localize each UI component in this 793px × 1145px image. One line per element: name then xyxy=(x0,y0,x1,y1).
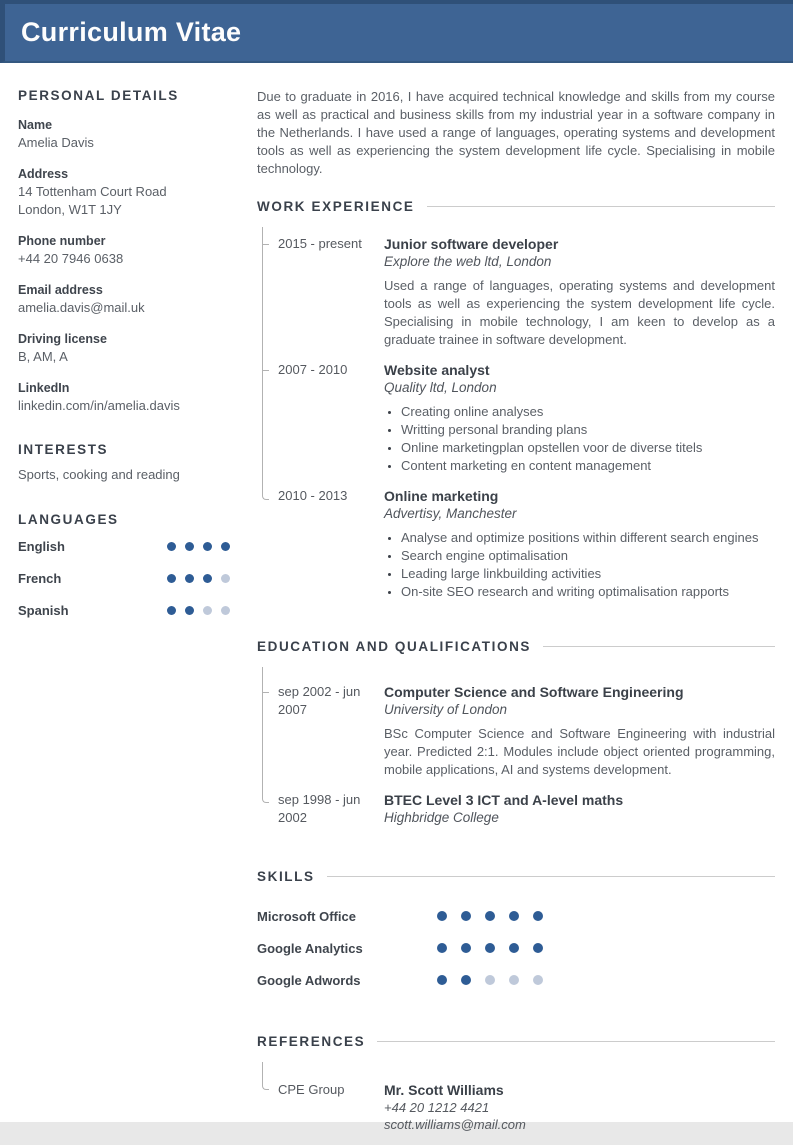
timeline-tick xyxy=(262,370,269,371)
heading-rule xyxy=(327,876,775,877)
job-company: Quality ltd, London xyxy=(384,380,497,395)
field-email xyxy=(18,281,230,317)
main-column xyxy=(257,88,775,1145)
level-dot xyxy=(167,574,176,583)
heading-rule xyxy=(377,1041,775,1042)
job-bullet: • Leading large linkbuilding activities xyxy=(401,565,775,583)
language-level-dots xyxy=(158,542,230,551)
reference-group: CPE Group xyxy=(278,1082,345,1097)
field-linkedin xyxy=(18,379,230,415)
interests-section xyxy=(18,442,230,484)
references-section xyxy=(257,1034,775,1145)
level-dot xyxy=(437,943,447,953)
entry-period: 2010 - 2013 xyxy=(278,488,348,503)
level-dot xyxy=(221,574,230,583)
language-row xyxy=(18,598,230,623)
field-phone xyxy=(18,232,230,268)
education-entry xyxy=(262,667,775,791)
degree-description: BSc Computer Science and Software Engineering with industrial year. Predicted 2:1. Modules include object oriented programming, mobile applications, AI and systems development. xyxy=(384,726,775,777)
skill-level-dots xyxy=(437,975,557,985)
skill-name: Microsoft Office xyxy=(257,908,356,924)
job-bullet: • Analyse and optimize positions within different search engines xyxy=(401,529,775,547)
job-bullet: • Creating online analyses xyxy=(401,403,775,421)
entry-period: sep 1998 - jun 2002 xyxy=(278,792,361,825)
profile-summary: Due to graduate in 2016, I have acquired technical knowledge and skills from my course as well as practical and business skills from my industrial year in a software company in the Netherlands. I have used a range of languages, operating systems and development tools as well as experiencing the system development life cycle. Specialising in mobile technology. xyxy=(257,89,775,176)
level-dot xyxy=(203,574,212,583)
references-heading: REFERENCES xyxy=(257,1034,775,1049)
skills-heading: SKILLS xyxy=(257,869,775,884)
job-title: Website analyst xyxy=(384,362,490,378)
level-dot xyxy=(461,975,471,985)
languages-section xyxy=(18,512,230,623)
field-value: +44 20 7946 0638 xyxy=(18,251,124,266)
level-dot xyxy=(461,911,471,921)
entry-period: 2007 - 2010 xyxy=(278,362,348,377)
languages-heading: LANGUAGES xyxy=(18,512,119,527)
field-label: Name xyxy=(18,118,53,132)
reference-name: Mr. Scott Williams xyxy=(384,1082,504,1098)
level-dot xyxy=(203,542,212,551)
field-value: amelia.davis@mail.uk xyxy=(18,300,145,315)
level-dot xyxy=(485,975,495,985)
skill-row xyxy=(257,900,775,932)
job-bullet: • Writting personal branding plans xyxy=(401,421,775,439)
field-value: linkedin.com/in/amelia.davis xyxy=(18,398,180,413)
references-timeline xyxy=(262,1062,775,1145)
level-dot xyxy=(461,943,471,953)
job-bullet: • On-site SEO research and writing optimalisation rapports xyxy=(401,583,775,601)
level-dot xyxy=(509,911,519,921)
education-timeline xyxy=(262,667,775,839)
work-entry xyxy=(262,227,775,361)
level-dot xyxy=(485,911,495,921)
job-bullet: • Search engine optimalisation xyxy=(401,547,775,565)
timeline-tick xyxy=(262,244,269,245)
degree-title: Computer Science and Software Engineering xyxy=(384,684,684,700)
field-value: Amelia Davis xyxy=(18,135,94,150)
work-experience-heading: WORK EXPERIENCE xyxy=(257,199,775,214)
level-dot xyxy=(167,606,176,615)
level-dot xyxy=(185,574,194,583)
field-label: Driving license xyxy=(18,332,107,346)
reference-email: scott.williams@mail.com xyxy=(384,1117,526,1132)
language-level-dots xyxy=(158,606,230,615)
level-dot xyxy=(203,606,212,615)
personal-details-heading: PERSONAL DETAILS xyxy=(18,88,179,103)
work-entry xyxy=(262,487,775,613)
job-title: Junior software developer xyxy=(384,236,559,252)
level-dot xyxy=(509,943,519,953)
school-name: Highbridge College xyxy=(384,810,499,825)
education-section xyxy=(257,639,775,839)
skills-section xyxy=(257,869,775,996)
level-dot xyxy=(533,975,543,985)
job-description: Used a range of languages, operating systems and development tools as well as experiencing the system development life cycle. Specialising in mobile technology, I am keen to develop as a graduate trainee in software development. xyxy=(384,278,775,347)
work-experience-section xyxy=(257,199,775,613)
school-name: University of London xyxy=(384,702,508,717)
field-address xyxy=(18,165,230,219)
field-value: B, AM, A xyxy=(18,349,68,364)
skill-row xyxy=(257,932,775,964)
level-dot xyxy=(185,542,194,551)
content xyxy=(0,63,793,1145)
entry-period: sep 2002 - jun 2007 xyxy=(278,684,361,717)
skill-name: Google Analytics xyxy=(257,940,363,956)
level-dot xyxy=(221,606,230,615)
interests-text: Sports, cooking and reading xyxy=(18,467,180,482)
level-dot xyxy=(437,975,447,985)
language-name: English xyxy=(18,539,65,554)
header-bar xyxy=(0,0,793,63)
entry-period: 2015 - present xyxy=(278,236,362,251)
job-bullet-list xyxy=(401,529,775,601)
reference-phone: +44 20 1212 4421 xyxy=(384,1100,490,1115)
language-name: French xyxy=(18,571,62,586)
language-row xyxy=(18,534,230,559)
field-value: 14 Tottenham Court Road xyxy=(18,184,167,199)
degree-title: BTEC Level 3 ICT and A-level maths xyxy=(384,792,624,808)
skill-level-dots xyxy=(437,943,557,953)
job-bullet: • Online marketingplan opstellen voor de diverse titels xyxy=(401,439,775,457)
sidebar xyxy=(18,88,230,1145)
education-entry xyxy=(262,791,775,839)
level-dot xyxy=(509,975,519,985)
level-dot xyxy=(185,606,194,615)
reference-entry xyxy=(262,1062,775,1145)
field-value: London, W1T 1JY xyxy=(18,202,122,217)
language-row xyxy=(18,566,230,591)
language-level-dots xyxy=(158,574,230,583)
job-company: Explore the web ltd, London xyxy=(384,254,552,269)
work-entry xyxy=(262,361,775,487)
job-bullet-list xyxy=(401,403,775,475)
field-label: Address xyxy=(18,167,69,181)
skill-level-dots xyxy=(437,911,557,921)
page-title: Curriculum Vitae xyxy=(21,17,242,47)
heading-rule xyxy=(427,206,775,207)
skill-name: Google Adwords xyxy=(257,972,361,988)
level-dot xyxy=(485,943,495,953)
field-name xyxy=(18,116,230,152)
job-title: Online marketing xyxy=(384,488,499,504)
interests-heading: INTERESTS xyxy=(18,442,109,457)
heading-rule xyxy=(543,646,775,647)
field-label: LinkedIn xyxy=(18,381,70,395)
timeline-tick xyxy=(262,692,269,693)
skill-row xyxy=(257,964,775,996)
level-dot xyxy=(533,911,543,921)
level-dot xyxy=(221,542,230,551)
job-company: Advertisy, Manchester xyxy=(384,506,517,521)
field-driving-license xyxy=(18,330,230,366)
level-dot xyxy=(437,911,447,921)
work-timeline xyxy=(262,227,775,613)
level-dot xyxy=(533,943,543,953)
level-dot xyxy=(167,542,176,551)
job-bullet: • Content marketing en content management xyxy=(401,457,775,475)
education-heading: EDUCATION AND QUALIFICATIONS xyxy=(257,639,775,654)
field-label: Phone number xyxy=(18,234,106,248)
field-label: Email address xyxy=(18,283,103,297)
language-name: Spanish xyxy=(18,603,69,618)
